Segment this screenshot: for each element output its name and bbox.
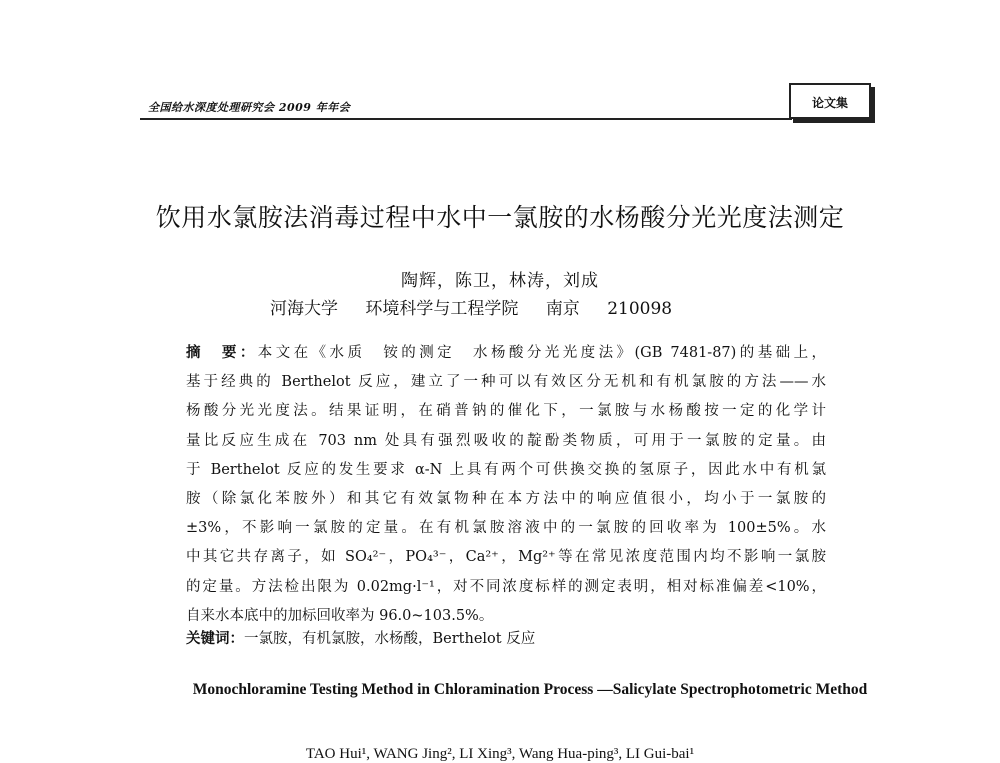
- abstract-line: 自来水本底中的加标回收率为 96.0~103.5%。: [186, 607, 494, 624]
- paper-title: 饮用水氯胺法消毒过程中水中一氯胺的水杨酸分光光度法测定: [155, 203, 845, 232]
- keywords: [186, 627, 535, 648]
- affiliation-university: 河海大学: [270, 299, 338, 319]
- abstract-line-text: 本文在《水质 铵的测定 水杨酸分光光度法》(GB 7481-87)的基础上，: [257, 345, 827, 361]
- abstract-line: 基于经典的 Berthelot 反应，建立了一种可以有效区分无机和有机氯胺的方法——水: [186, 374, 826, 391]
- keywords-label: 关键词：: [186, 630, 244, 647]
- running-header: 全国给水深度处理研究会 2009 年年会: [148, 101, 351, 114]
- abstract-line: 杨酸分光光度法。结果证明，在硝普钠的催化下，一氯胺与水杨酸按一定的化学计: [186, 403, 826, 420]
- english-title: Monochloramine Testing Method in Chloramination Process —Salicylate Spectrophotometric Method: [192, 681, 868, 698]
- abstract-line: 于 Berthelot 反应的发生要求 α-N 上具有两个可供換交换的氢原子，因此水中有机氯: [186, 461, 826, 478]
- abstract: [186, 338, 826, 631]
- affiliation-city: 南京: [545, 299, 580, 319]
- paper-affiliation: [270, 294, 694, 319]
- abstract-line: [186, 338, 826, 368]
- abstract-line: 量比反应生成在 703 nm 处具有强烈吸收的靛酚类物质，可用于一氯胺的定量。由: [186, 432, 826, 449]
- header-rule: [140, 118, 792, 120]
- abstract-line: 中其它共存离子，如 SO₄²⁻，PO₄³⁻，Ca²⁺，Mg²⁺等在常见浓度范围内均不影响一氯胺: [186, 549, 826, 566]
- abstract-label: 摘 要：: [186, 344, 258, 361]
- keywords-text: 一氯胺，有机氯胺，水杨酸，Berthelot 反应: [244, 631, 536, 647]
- paper-authors: 陶辉，陈卫，林涛，刘成: [401, 271, 599, 291]
- affiliation-postcode: 210098: [607, 299, 673, 319]
- abstract-line: 胺（除氯化苯胺外）和其它有效氯物种在本方法中的响应值很小，均小于一氯胺的: [186, 491, 826, 508]
- section-tag-label: 论文集: [811, 96, 848, 110]
- abstract-line: 的定量。方法检出限为 0.02mg·l⁻¹，对不同浓度标样的测定表明，相对标准偏差<10%，: [186, 578, 826, 595]
- section-tag: [789, 83, 871, 119]
- abstract-line: ±3%，不影响一氯胺的定量。在有机氯胺溶液中的一氯胺的回收率为 100±5%。水: [186, 520, 826, 537]
- affiliation-school: 环境科学与工程学院: [365, 299, 519, 319]
- english-authors: TAO Hui¹, WANG Jing², LI Xing³, Wang Hua-ping³, LI Gui-bai¹: [305, 746, 695, 762]
